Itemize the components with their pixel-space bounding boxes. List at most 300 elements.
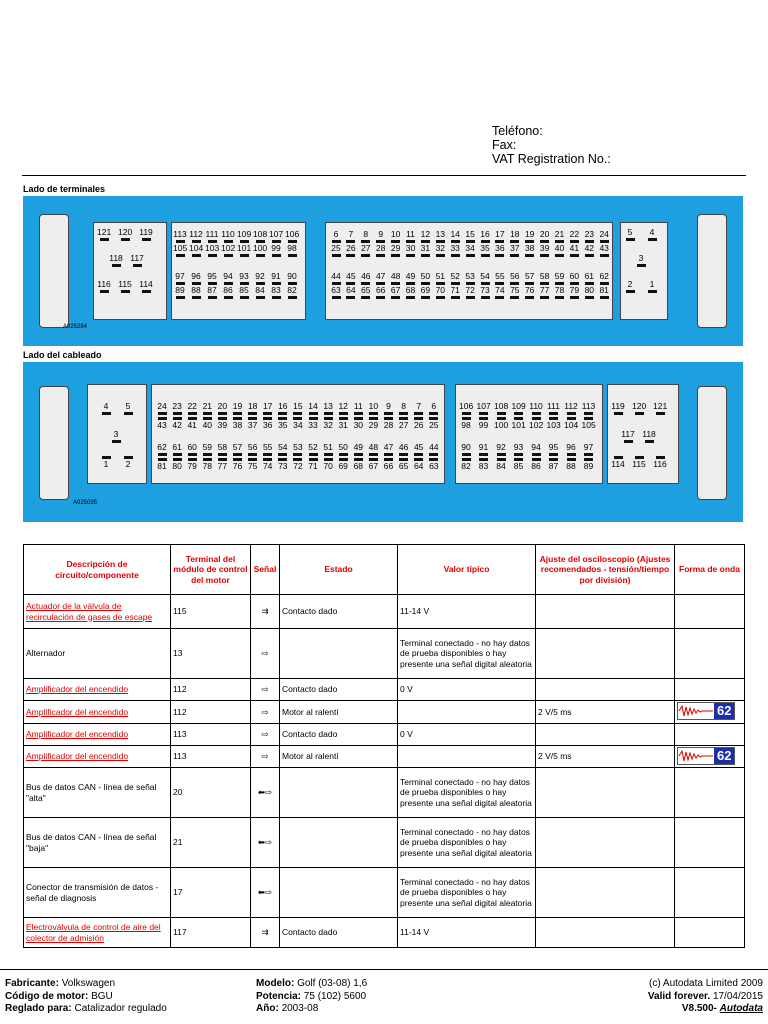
row-typical: Terminal conectado - no hay datos de prueba disponibles o hay presente una señal digital aleatoria [398,629,536,679]
pin-label: 41 [567,244,581,257]
row-waveform [675,679,745,701]
pin-label: 110 [221,230,235,243]
footer-model: Modelo: Golf (03-08) 1,6 Potencia: 75 (102) 5600 Año: 2003-08 [256,978,368,1014]
pin-label: 10 [366,402,380,415]
pin-label: 115 [118,280,132,293]
pin-label: 108 [494,402,508,415]
pin-label: 35 [276,417,290,430]
pin-label: 99 [477,417,491,430]
pin-label: 19 [231,402,245,415]
row-signal: ⬅⇨ [251,768,280,818]
pin-label: 79 [185,458,199,471]
pin-label: 80 [170,458,184,471]
pin-label: 112 [189,230,203,243]
pin-label: 9 [382,402,396,415]
waveform-number: 62 [714,748,734,764]
header-divider [22,175,746,176]
row-state: Contacto dado [280,723,398,745]
pin-label: 29 [389,244,403,257]
pin-label: 46 [359,272,373,285]
pin-label: 19 [523,230,537,243]
pin-label: 16 [478,230,492,243]
pin-label: 67 [366,458,380,471]
pin-label: 121 [97,228,111,241]
row-scope [536,818,675,868]
pin-label: 61 [170,443,184,456]
terminal-diagram-ref: A025284 [63,324,88,330]
row-waveform [675,723,745,745]
row-state: Contacto dado [280,918,398,948]
pin-label: 116 [653,456,667,469]
pin-label: 86 [529,458,543,471]
row-description[interactable]: Amplificador del encendido [24,679,171,701]
header-description: Descripción de circuito/componente [24,545,171,595]
pin-label: 54 [478,272,492,285]
pin-label: 104 [564,417,578,430]
pin-label: 24 [597,230,611,243]
valid-text: Valid forever. [647,990,711,1002]
pin-label: 91 [477,443,491,456]
pin-label: 66 [382,458,396,471]
pin-label: 34 [463,244,477,257]
pin-label: 86 [221,286,235,299]
wiring-diagram-ref: A025035 [73,500,98,506]
pin-label: 27 [359,244,373,257]
pin-label: 7 [344,230,358,243]
pin-label: 45 [344,272,358,285]
row-scope [536,679,675,701]
pin-label: 53 [291,443,305,456]
pin-label: 72 [291,458,305,471]
pin-label: 48 [366,443,380,456]
pin-label: 102 [221,244,235,257]
pin-label: 89 [582,458,596,471]
table-row [24,629,745,679]
setting-value: Catalizador regulado [74,1003,167,1014]
pin-label: 44 [427,443,441,456]
row-description[interactable]: Electroválvula de control de aire del colector de admisión [24,918,171,948]
pin-label: 35 [478,244,492,257]
pin-label: 69 [418,286,432,299]
row-terminal: 17 [171,868,251,918]
pin-label: 27 [397,417,411,430]
pin-label: 100 [494,417,508,430]
row-terminal: 21 [171,818,251,868]
pin-label: 54 [276,443,290,456]
pin-label: 46 [397,443,411,456]
pin-label: 117 [621,430,635,443]
pin-label: 69 [336,458,350,471]
wiring-side-label: Lado del cableado [23,350,102,360]
pin-label: 88 [189,286,203,299]
pin-label: 90 [285,272,299,285]
row-signal: ⇉ [251,918,280,948]
header-scope: Ajuste del osciloscopio (Ajustes recomendados - tensión/tiempo por división) [536,545,675,595]
pin-label: 18 [246,402,260,415]
pin-label: 98 [285,244,299,257]
pin-label: 37 [508,244,522,257]
pin-label: 13 [321,402,335,415]
header-terminal: Terminal del módulo de control del motor [171,545,251,595]
pin-label: 31 [418,244,432,257]
table-row [24,818,745,868]
pin-label: 101 [237,244,251,257]
pin-label: 76 [231,458,245,471]
table-header [24,545,745,595]
pin-label: 97 [173,272,187,285]
pin-label: 49 [351,443,365,456]
pin-label: 28 [382,417,396,430]
pin-label: 80 [582,286,596,299]
row-scope [536,595,675,629]
terminal-side-diagram [23,196,743,346]
row-terminal: 13 [171,629,251,679]
pin-label: 107 [269,230,283,243]
pin-label: 97 [582,443,596,456]
model-value: Golf (03-08) 1,6 [297,978,368,989]
pin-label: 30 [351,417,365,430]
row-scope: 2 V/5 ms [536,745,675,768]
footer-vehicle: Fabricante: Volkswagen Código de motor: BGU Reglado para: Catalizador regulado [5,978,167,1014]
maker-value: Volkswagen [61,978,116,989]
pin-label: 55 [261,443,275,456]
pin-label: 25 [427,417,441,430]
pin-label: 77 [215,458,229,471]
pin-label: 109 [237,230,251,243]
pin-label: 44 [329,272,343,285]
pin-label: 26 [412,417,426,430]
pin-label: 64 [344,286,358,299]
table-row [24,679,745,701]
pin-label: 119 [611,402,625,415]
pin-label: 32 [433,244,447,257]
pin-label: 6 [427,402,441,415]
pin-label: 79 [567,286,581,299]
pin-label: 51 [321,443,335,456]
pin-label: 92 [494,443,508,456]
pin-label: 15 [291,402,305,415]
table-row [24,723,745,745]
row-terminal: 112 [171,701,251,724]
row-terminal: 112 [171,679,251,701]
pin-label: 40 [553,244,567,257]
row-description: Bus de datos CAN - línea de señal "baja" [24,818,171,868]
pin-label: 81 [155,458,169,471]
row-signal: ⬅⇨ [251,818,280,868]
pin-label: 61 [582,272,596,285]
pin-label: 2 [121,456,135,469]
pin-label: 93 [237,272,251,285]
pin-label: 47 [374,272,388,285]
row-typical: Terminal conectado - no hay datos de prueba disponibles o hay presente una señal digital aleatoria [398,768,536,818]
pin-label: 39 [215,417,229,430]
pin-label: 111 [547,402,561,415]
pin-label: 87 [205,286,219,299]
pin-label: 18 [508,230,522,243]
pin-label: 25 [329,244,343,257]
pin-label: 31 [336,417,350,430]
row-scope [536,629,675,679]
pin-label: 106 [459,402,473,415]
pin-label: 73 [276,458,290,471]
row-scope [536,868,675,918]
pin-label: 75 [246,458,260,471]
pin-label: 4 [645,228,659,241]
row-typical [398,745,536,768]
pin-label: 36 [261,417,275,430]
pin-label: 115 [632,456,646,469]
pin-label: 71 [306,458,320,471]
pin-label: 75 [508,286,522,299]
header-typical: Valor típico [398,545,536,595]
pin-label: 41 [185,417,199,430]
pin-label: 102 [529,417,543,430]
table-row [24,745,745,768]
pin-label: 105 [173,244,187,257]
row-signal: ⇨ [251,701,280,724]
pin-label: 66 [374,286,388,299]
pin-label: 14 [306,402,320,415]
pin-label: 84 [253,286,267,299]
pin-label: 103 [205,244,219,257]
pin-label: 23 [582,230,596,243]
pin-label: 74 [261,458,275,471]
row-waveform [675,818,745,868]
row-description[interactable]: Amplificador del encendido [24,723,171,745]
pin-label: 121 [653,402,667,415]
vat-label: VAT Registration No.: [492,152,611,166]
pin-label: 78 [553,286,567,299]
pin-label: 113 [582,402,596,415]
pin-label: 71 [448,286,462,299]
pin-label: 38 [231,417,245,430]
pin-label: 91 [269,272,283,285]
row-waveform [675,701,745,724]
pin-label: 114 [611,456,625,469]
table-row [24,768,745,818]
row-description: Bus de datos CAN - línea de señal "alta" [24,768,171,818]
footer-copyright [648,978,763,1016]
date-text: 17/04/2015 [712,990,763,1002]
pin-label: 36 [493,244,507,257]
table-row [24,701,745,724]
pin-label: 65 [359,286,373,299]
pin-label: 33 [448,244,462,257]
pin-label: 120 [632,402,646,415]
pin-label: 5 [121,402,135,415]
waveform-number: 62 [714,703,734,719]
pin-label: 116 [97,280,111,293]
pin-label: 92 [253,272,267,285]
pin-label: 50 [336,443,350,456]
version-text: V8.500- [681,1003,717,1014]
pin-label: 112 [564,402,578,415]
pin-label: 17 [493,230,507,243]
pin-label: 8 [359,230,373,243]
row-signal: ⬅⇨ [251,868,280,918]
row-signal: ⇨ [251,745,280,768]
pin-label: 22 [567,230,581,243]
row-state: Motor al ralentí [280,745,398,768]
row-typical: 11-14 V [398,595,536,629]
pin-label: 59 [200,443,214,456]
pin-label: 64 [412,458,426,471]
row-description[interactable]: Amplificador del encendido [24,745,171,768]
pin-label: 40 [200,417,214,430]
row-state [280,768,398,818]
fax-label: Fax: [492,138,517,152]
signal-table [23,544,745,948]
pin-label: 3 [109,430,123,443]
pin-label: 22 [185,402,199,415]
pin-label: 11 [351,402,365,415]
pin-label: 95 [205,272,219,285]
pin-label: 26 [344,244,358,257]
pin-label: 4 [99,402,113,415]
pin-label: 7 [412,402,426,415]
pin-label: 95 [547,443,561,456]
pin-label: 88 [564,458,578,471]
pin-label: 103 [547,417,561,430]
pin-label: 57 [231,443,245,456]
pin-label: 42 [582,244,596,257]
pin-label: 60 [185,443,199,456]
pin-label: 14 [448,230,462,243]
pin-label: 82 [285,286,299,299]
header-waveform: Forma de onda [675,545,745,595]
pin-label: 47 [382,443,396,456]
power-value: 75 (102) 5600 [303,990,367,1002]
pin-label: 58 [215,443,229,456]
pin-label: 62 [597,272,611,285]
pin-label: 94 [529,443,543,456]
row-waveform [675,629,745,679]
pin-label: 12 [418,230,432,243]
pin-label: 65 [397,458,411,471]
row-description[interactable]: Actuador de la válvula de recirculación de gases de escape [24,595,171,629]
pin-label: 34 [291,417,305,430]
pin-label: 117 [130,254,144,267]
pin-label: 45 [412,443,426,456]
row-typical: 0 V [398,723,536,745]
row-description: Alternador [24,629,171,679]
header-signal: Señal [251,545,280,595]
waveform-thumbnail[interactable] [677,702,735,720]
pin-label: 73 [478,286,492,299]
row-signal: ⇉ [251,595,280,629]
pin-label: 67 [389,286,403,299]
pin-label: 55 [493,272,507,285]
row-signal: ⇨ [251,679,280,701]
row-waveform [675,745,745,768]
pin-label: 81 [597,286,611,299]
table-row [24,595,745,629]
pin-label: 99 [269,244,283,257]
pin-label: 42 [170,417,184,430]
pin-label: 106 [285,230,299,243]
pin-label: 56 [246,443,260,456]
row-typical [398,701,536,724]
pin-label: 30 [404,244,418,257]
pin-label: 96 [189,272,203,285]
pin-label: 11 [404,230,418,243]
pin-label: 38 [523,244,537,257]
row-terminal: 117 [171,918,251,948]
pin-label: 43 [597,244,611,257]
pin-label: 56 [508,272,522,285]
pin-label: 20 [215,402,229,415]
pin-label: 94 [221,272,235,285]
pin-label: 53 [463,272,477,285]
contact-block [492,124,611,166]
pin-label: 93 [512,443,526,456]
pin-label: 8 [397,402,411,415]
row-scope [536,768,675,818]
pin-label: 85 [237,286,251,299]
pin-label: 5 [623,228,637,241]
row-description[interactable]: Amplificador del encendido [24,701,171,724]
row-signal: ⇨ [251,723,280,745]
pin-label: 32 [321,417,335,430]
pin-label: 9 [374,230,388,243]
row-state: Motor al ralentí [280,701,398,724]
pin-label: 37 [246,417,260,430]
row-state: Contacto dado [280,679,398,701]
pin-label: 39 [538,244,552,257]
pin-label: 48 [389,272,403,285]
pin-label: 85 [512,458,526,471]
pin-label: 68 [404,286,418,299]
pin-label: 17 [261,402,275,415]
header-state: Estado [280,545,398,595]
pin-label: 15 [463,230,477,243]
pin-label: 28 [374,244,388,257]
pin-label: 89 [173,286,187,299]
pin-label: 51 [433,272,447,285]
pin-label: 70 [433,286,447,299]
pin-label: 50 [418,272,432,285]
pin-label: 6 [329,230,343,243]
pin-label: 70 [321,458,335,471]
row-waveform [675,868,745,918]
pin-label: 29 [366,417,380,430]
row-waveform [675,918,745,948]
pin-label: 68 [351,458,365,471]
row-scope [536,918,675,948]
row-state: Contacto dado [280,595,398,629]
table-row [24,918,745,948]
footer [0,969,768,1024]
pin-label: 20 [538,230,552,243]
pin-label: 1 [99,456,113,469]
pin-label: 16 [276,402,290,415]
row-terminal: 115 [171,595,251,629]
waveform-thumbnail[interactable] [677,747,735,765]
pin-label: 57 [523,272,537,285]
pin-label: 90 [459,443,473,456]
row-terminal: 113 [171,723,251,745]
row-scope: 2 V/5 ms [536,701,675,724]
pin-label: 10 [389,230,403,243]
pin-label: 21 [200,402,214,415]
row-typical: Terminal conectado - no hay datos de prueba disponibles o hay presente una señal digital aleatoria [398,818,536,868]
pin-label: 78 [200,458,214,471]
pin-label: 84 [494,458,508,471]
pin-label: 105 [582,417,596,430]
pin-label: 13 [433,230,447,243]
pin-label: 43 [155,417,169,430]
pin-label: 33 [306,417,320,430]
